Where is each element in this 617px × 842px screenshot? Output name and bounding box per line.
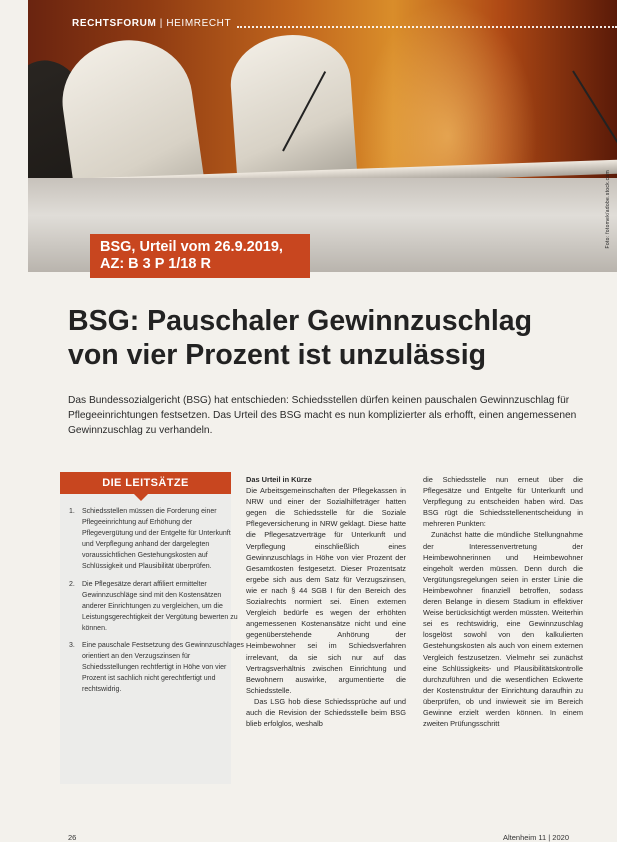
rubric-dotted-line xyxy=(237,26,617,28)
rubric-separator: | xyxy=(156,18,167,29)
ruling-badge-line1: BSG, Urteil vom 26.9.2019, xyxy=(100,239,283,255)
rubric xyxy=(72,18,231,29)
header-photo xyxy=(28,0,617,272)
ruling-badge-line2: AZ: B 3 P 1/18 R xyxy=(100,256,211,272)
magazine-issue: Altenheim 11 | 2020 xyxy=(502,833,569,842)
photo-microphone-right xyxy=(572,70,617,152)
sidebar-item xyxy=(69,506,244,573)
ruling-badge xyxy=(90,234,310,278)
sidebar-item-number: 3. xyxy=(69,642,75,650)
photo-credit: Foto: fotomek/adobe.stock.com xyxy=(605,170,611,249)
article-title-line2: von vier Prozent ist unzulässig xyxy=(68,339,487,371)
article-lead: Das Bundessozialgericht (BSG) hat entschieden: Schiedsstellen dürfen keinen pauschalen Gewinnzuschlag für Pflegeeinrichtungen festsetzen. Das Urteil des BSG macht es nun komplizierter als erhofft, einen angemessenen Gewinnzuschlag zu verhandeln. xyxy=(68,395,577,436)
sidebar-item-text: Schiedsstellen müssen die Forderung einer Pflegeeinrichtung auf Erhöhung der Pflegevergütung und der Entgelte für Unterkunft und Verpflegung anhand der dargelegten voraussichtlichen Gestehungskosten auf Schlüssigkeit und Plausibilität überprüfen. xyxy=(82,508,231,571)
sidebar-heading-notch xyxy=(134,494,148,501)
sidebar-item-text: Eine pauschale Festsetzung des Gewinnzuschlages orientiert an den Verzugszinsen für Schiedsstellungen rechtfertigt in Höhe von vier Prozent ist sachlich nicht gerechtfertigt und rechtswidrig. xyxy=(82,642,244,694)
column-subheading: Das Urteil in Kürze xyxy=(246,475,312,484)
sidebar-list xyxy=(64,506,244,702)
sidebar-heading: DIE LEITSÄTZE xyxy=(60,472,231,494)
sidebar-item xyxy=(69,579,244,634)
article-column-2 xyxy=(246,474,406,729)
page-number: 26 xyxy=(68,833,77,842)
rubric-section: RECHTSFORUM xyxy=(72,18,157,29)
column-paragraph: Zunächst hatte die mündliche Stellungnahme der Interessenvertretung der Heimbewohnerinnen und Heimbewohner eingeholt werden müssen. Denn durch die Vergütungsregelungen seien in erster Linie die Heimbewohner finanziell betroffen, sodass deren Belange in diesem Stadium in effektiver Weise berücksichtigt werden müssten. Weiterhin sei es rechtswidrig, eine Gewinnzuschlag losgelöst sowohl von den kalkulierten Gestehungskosten als auch von einem externen Vergleich festzusetzen. Vielmehr sei zunächst eine Schlüssigkeits- und Plausibilitätskontrolle durchzuführen und die wesentlichen Eckwerte der Kostenstruktur der Einrichtung daraufhin zu überprüfen, ob und inwieweit sie im Bereich Gewinne erzielt werden können. In einem zweiten Prüfungsschritt xyxy=(423,530,583,729)
article-column-3 xyxy=(423,474,583,729)
sidebar-item-number: 2. xyxy=(69,580,75,588)
column-paragraph: Die Arbeitsgemeinschaften der Pflegekassen in NRW und einer der Sozialhilfeträger hatten gegen die Schiedsstelle für die Soziale Pflegeversicherung in NRW geklagt. Diese hatte die Pflegesatzverträge für Unterkunft und Verpflegung einschließlich eines Gewinnzuschlags in Höhe von vier Prozent der Gesamtkosten festgesetzt. Dieser Prozentsatz ergebe sich aus dem Satz für Verzugszinsen, wie er nach § 44 SGB I für den Bereich des Sozialrechts normiert sei. Einen externen Vergleich bedürfe es wegen der erhöhten angemessenen Kostenansätze nicht und eine gegenüberstehende Anhörung der Heimbewohner sei im Schiedsverfahren irrelevant, da sie sich nur auf das Vertragsverhältnis zwischen Einrichtung und Bewohnern auswirke, argumentierte die Schiedsstelle. xyxy=(246,486,406,695)
rubric-subsection: HEIMRECHT xyxy=(166,18,232,29)
article-title-line1: BSG: Pauschaler Gewinnzuschlag xyxy=(68,305,533,337)
column-paragraph: Das LSG hob diese Schiedssprüche auf und auch die Revision der Schiedsstelle beim BSG blieb erfolglos, weshalb xyxy=(246,696,406,729)
column-paragraph: die Schiedsstelle nun erneut über die Pflegesätze und Entgelte für Unterkunft und Verpflegung zu entscheiden haben wird. Das BSG rügt die Schiedsstellenentscheidung in mehreren Punkten: xyxy=(423,475,583,529)
sidebar-item xyxy=(69,640,244,695)
article-title xyxy=(68,304,588,372)
sidebar-item-text: Die Pflegesätze derart affiliert ermittelter Gewinnzuschläge sind mit den Kostensätzen anderer Einrichtungen zu vergleichen, um die Leistungsgerechtigkeit der Vergütung bewerten zu können. xyxy=(82,580,238,632)
sidebar-item-number: 1. xyxy=(69,508,75,515)
